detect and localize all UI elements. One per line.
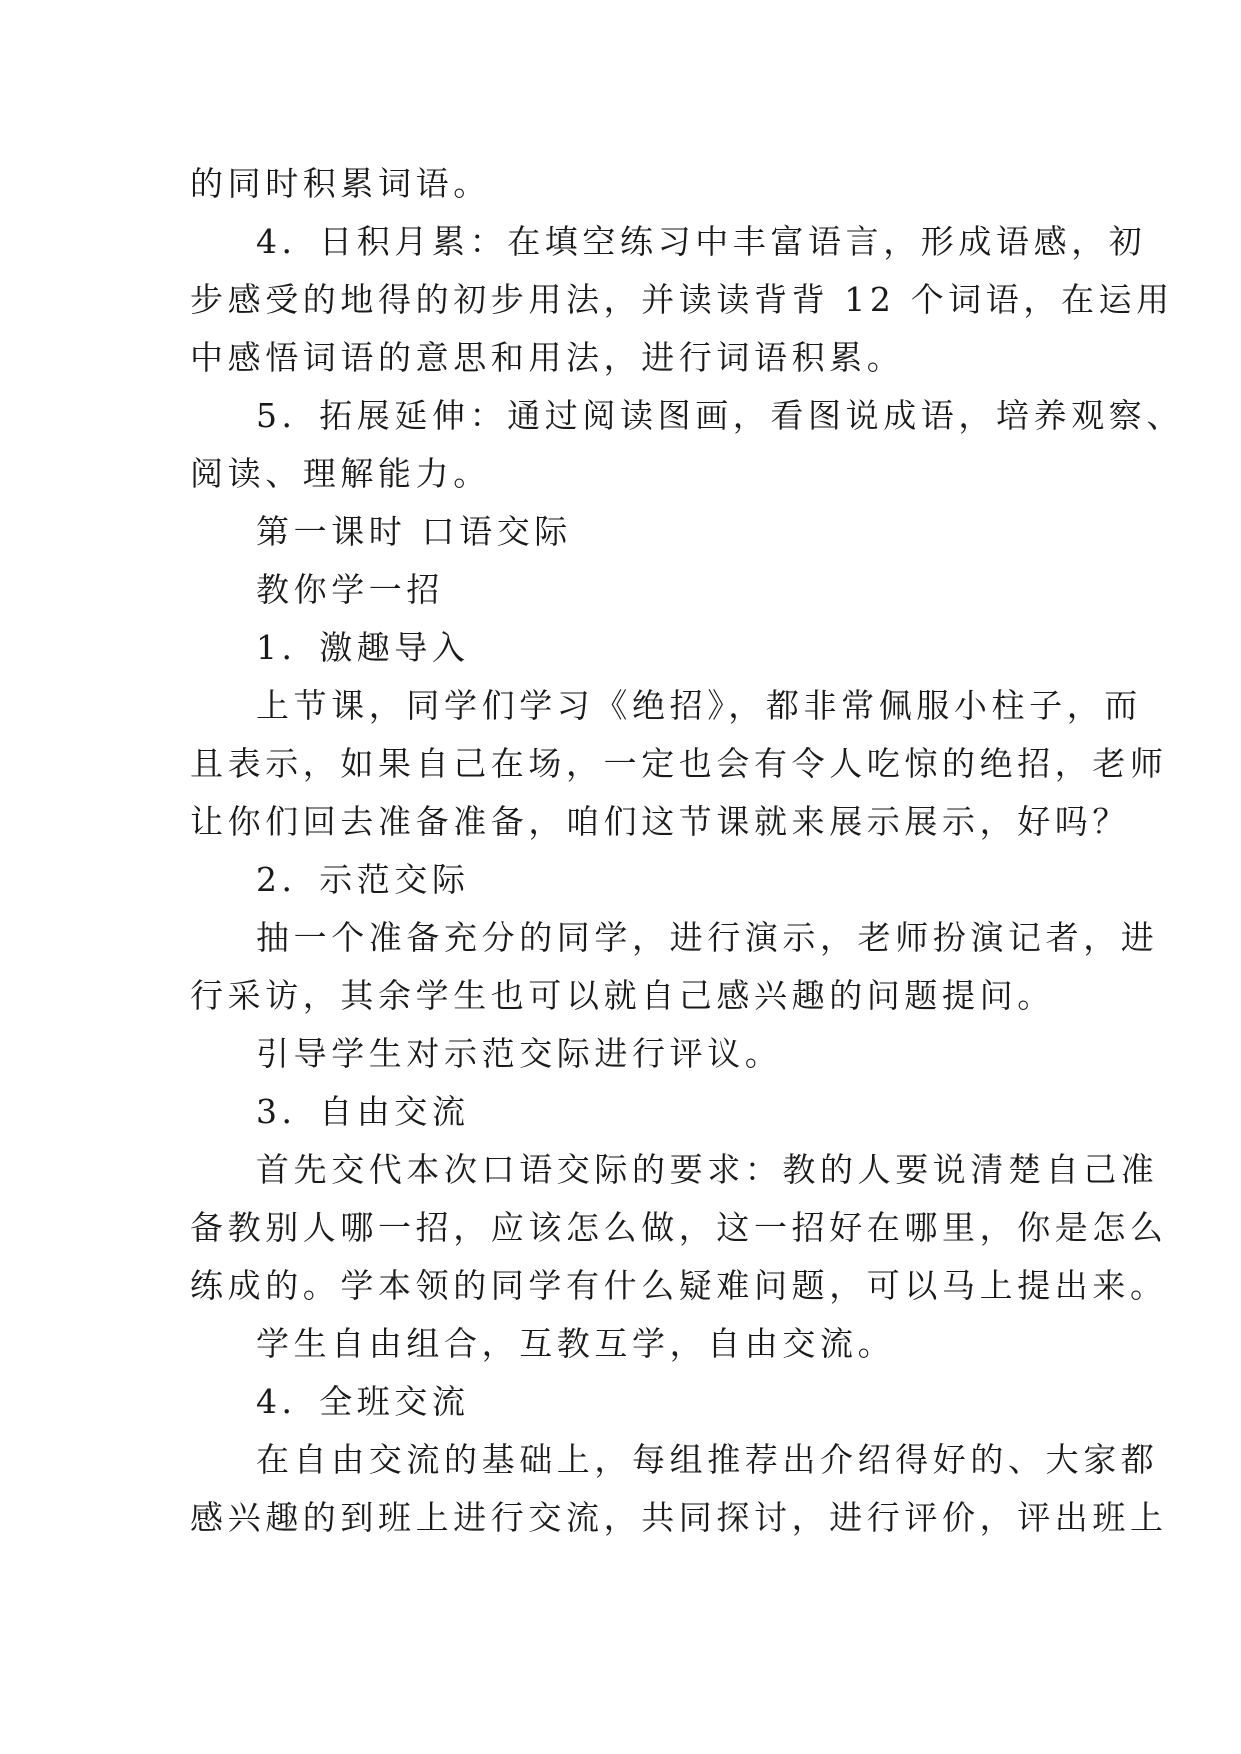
step-heading: 3．自由交流 [256,1092,470,1131]
paragraph-line: 抽一个准备充分的同学，进行演示，老师扮演记者，进 [256,918,1159,957]
paragraph-line: 在自由交流的基础上，每组推荐出介绍得好的、大家都 [256,1440,1159,1479]
paragraph-line: 让你们回去准备准备，咱们这节课就来展示展示，好吗？ [190,802,1130,841]
paragraph-line: 的同时积累词语。 [190,164,491,203]
paragraph-line: 步感受的地得的初步用法，并读读背背 12 个词语，在运用 [190,280,1174,319]
section-heading: 第一课时 口语交际 [256,512,572,551]
paragraph-line: 阅读、理解能力。 [190,454,491,493]
paragraph-line: 上节课，同学们学习《绝招》，都非常佩服小柱子，而 [256,686,1142,725]
paragraph-line: 练成的。学本领的同学有什么疑难问题，可以马上提出来。 [190,1266,1168,1305]
paragraph-line: 首先交代本次口语交际的要求：教的人要说清楚自己准 [256,1150,1159,1189]
paragraph-line: 行采访，其余学生也可以就自己感兴趣的问题提问。 [190,976,1055,1015]
paragraph-line: 4．日积月累：在填空练习中丰富语言，形成语感，初 [256,222,1147,261]
paragraph-line: 引导学生对示范交际进行评议。 [256,1034,783,1073]
paragraph-line: 中感悟词语的意思和用法，进行词语积累。 [190,338,905,377]
section-subheading: 教你学一招 [256,570,444,609]
paragraph-line: 备教别人哪一招，应该怎么做，这一招好在哪里，你是怎么 [190,1208,1168,1247]
step-heading: 2．示范交际 [256,860,470,899]
paragraph-line: 且表示，如果自己在场，一定也会有令人吃惊的绝招，老师 [190,744,1168,783]
paragraph-line: 学生自由组合，互教互学，自由交流。 [256,1324,896,1363]
paragraph-line: 感兴趣的到班上进行交流，共同探讨，进行评价，评出班上 [190,1498,1168,1537]
step-heading: 1．激趣导入 [256,628,470,667]
step-heading: 4．全班交流 [256,1382,470,1421]
paragraph-line: 5．拓展延伸：通过阅读图画，看图说成语，培养观察、 [256,396,1184,435]
document-body [190,155,1184,1547]
